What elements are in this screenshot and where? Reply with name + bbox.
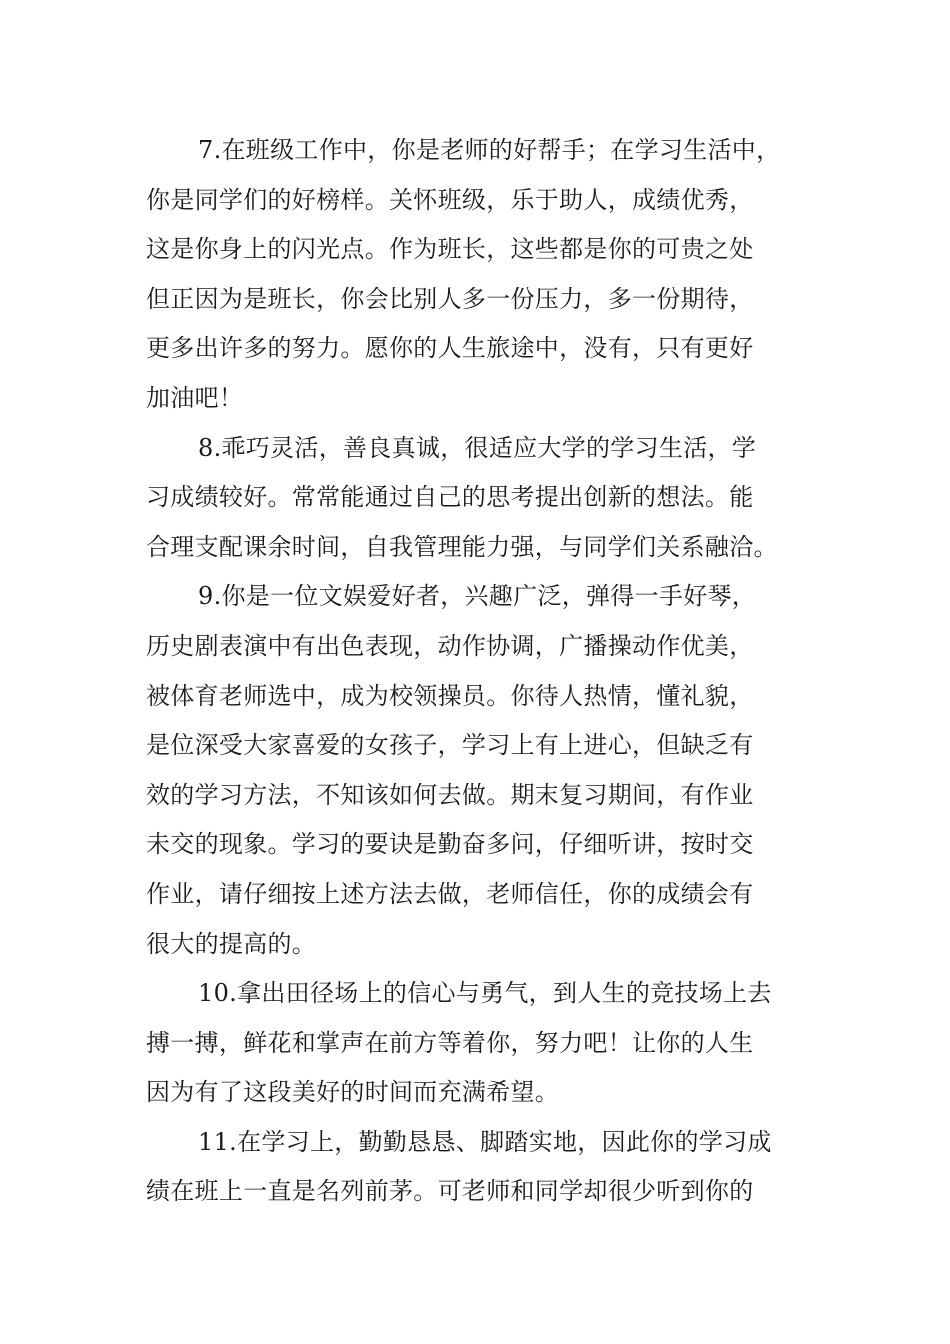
text-line: 习成绩较好。常常能通过自己的思考提出创新的想法。能 [146, 483, 754, 512]
text-line: 作业，请仔细按上述方法去做，老师信任，你的成绩会有 [146, 879, 754, 908]
text-line: 加油吧！ [146, 383, 244, 412]
text-line: 你是同学们的好榜样。关怀班级，乐于助人，成绩优秀， [146, 185, 754, 214]
text-line: 因为有了这段美好的时间而充满希望。 [146, 1078, 560, 1107]
text-line: 8.乖巧灵活，善良真诚，很适应大学的学习生活，学 [198, 433, 757, 462]
text-line: 搏一搏，鲜花和掌声在前方等着你，努力吧！让你的人生 [146, 1028, 754, 1057]
text-line: 10.拿出田径场上的信心与勇气，到人生的竞技场上去 [198, 979, 772, 1008]
text-line: 未交的现象。学习的要诀是勤奋多问，仔细听讲，按时交 [146, 830, 754, 859]
text-line: 更多出许多的努力。愿你的人生旅途中，没有，只有更好 [146, 334, 754, 363]
text-line: 7.在班级工作中，你是老师的好帮手；在学习生活中， [198, 136, 781, 164]
text-line: 被体育老师选中，成为校领操员。你待人热情，懂礼貌， [146, 681, 754, 710]
text-line: 11.在学习上，勤勤恳恳、脚踏实地，因此你的学习成 [198, 1127, 772, 1156]
text-line: 这是你身上的闪光点。作为班长，这些都是你的可贵之处 [146, 235, 754, 264]
text-line: 是位深受大家喜爱的女孩子，学习上有上进心，但缺乏有 [146, 731, 754, 760]
text-line: 绩在班上一直是名列前茅。可老师和同学却很少听到你的 [146, 1177, 754, 1206]
text-line: 很大的提高的。 [146, 929, 317, 958]
text-line: 但正因为是班长，你会比别人多一份压力，多一份期待， [146, 284, 754, 313]
document-body [146, 126, 814, 1217]
text-line: 效的学习方法，不知该如何去做。期末复习期间，有作业 [146, 780, 754, 809]
text-line: 合理支配课余时间，自我管理能力强，与同学们关系融洽。 [146, 532, 778, 561]
text-line: 历史剧表演中有出色表现，动作协调，广播操动作优美， [146, 631, 754, 660]
text-line: 9.你是一位文娱爱好者，兴趣广泛，弹得一手好琴， [198, 582, 757, 611]
